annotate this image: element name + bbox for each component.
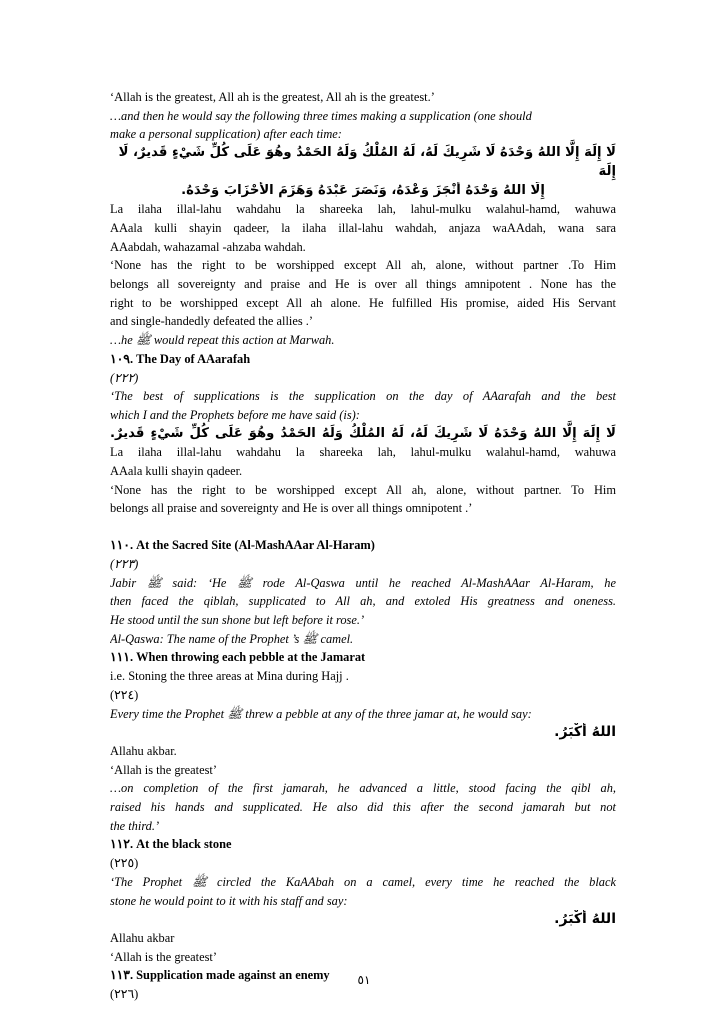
- text-line: ‘Allah is the greatest’: [110, 762, 218, 777]
- arabic-text: اللهُ أَكْبَرُ.: [554, 724, 616, 741]
- spacer: [110, 518, 616, 536]
- section-heading: ١١٢. At the black stone: [110, 837, 232, 852]
- text-line: La ilaha illal-lahu wahdahu la shareeka lah, lahul-mulku walahul-hamd, wahuwa: [110, 445, 616, 460]
- text-line: He stood until the sun shone but left before it rose.’: [110, 612, 365, 627]
- arabic-text: لَا إِلَهَ إِلَّا اللهُ وَحْدَهُ لَا شَرِيكَ لَهُ، لَهُ المُلْكُ وَلَهُ الحَمْدُ وهُوَ عَلَى كُلِّ شَيْءٍ قَديرٌ، لَا إِلَهَ: [118, 145, 616, 179]
- text-line: AAala kulli shayin qadeer, la ilaha illal-lahu wahdah, anjaza waAAdah, wana sara: [110, 220, 616, 235]
- section-heading: ١١٠. At the Sacred Site (Al-MashAAar Al-Haram): [110, 538, 375, 553]
- text-line: ‘Allah is the greatest’: [110, 949, 218, 964]
- text-line: (٢٢٤): [110, 687, 139, 702]
- text-line: Jabir ﷺ said: ‘He ﷺ rode Al-Qaswa until he reached Al-MashAAar Al-Haram, he: [110, 575, 616, 590]
- text-line: belongs all sovereignty and praise and He is over all things amnipotent . None has the: [110, 277, 616, 292]
- text-line: ‘The Prophet ﷺ circled the KaAAbah on a camel, every time he reached the black: [110, 874, 616, 889]
- section-heading: ١١٣. Supplication made against an enemy: [110, 968, 330, 983]
- text-line: …he ﷺ would repeat this action at Marwah.: [110, 333, 335, 348]
- text-line: which I and the Prophets before me have said (is):: [110, 407, 360, 422]
- text-line: …on completion of the first jamarah, he advanced a little, stood facing the qibl ah,: [110, 781, 616, 796]
- text-line: ‘The best of supplications is the supplication on the day of AAarafah and the best: [110, 389, 616, 404]
- text-line: …and then he would say the following three times making a supplication (one should: [110, 108, 532, 123]
- section-heading: ١١١. When throwing each pebble at the Jamarat: [110, 650, 366, 665]
- text-line: AAabdah, wahazamal -ahzaba wahdah.: [110, 239, 306, 254]
- page-body: [110, 88, 616, 1004]
- page-number: ٥١: [357, 973, 371, 987]
- text-line: ‘None has the right to be worshipped except All ah, alone, without partner .To Him: [110, 258, 616, 273]
- text-line: ‘Allah is the greatest, All ah is the greatest, All ah is the greatest.’: [110, 90, 435, 104]
- text-line: make a personal supplication) after each time:: [110, 127, 342, 142]
- text-line: Al-Qaswa: The name of the Prophet ’s ﷺ camel.: [110, 631, 354, 646]
- section-heading: ١٠٩. The Day of AAarafah: [110, 351, 251, 366]
- arabic-text: إِلَّا اللهُ وَحْدَهُ أَنْجَزَ وَعْدَهُ، وَنَصَرَ عَبْدَهُ وَهَزَمَ الأَحْزَابَ وَحْدَهُ.: [181, 182, 545, 198]
- text-line: then faced the qiblah, supplicated to All ah, and extoled His greatness and oneness.: [110, 594, 616, 609]
- text-line: belongs all praise and sovereignty and He is over all things omnipotent .’: [110, 501, 473, 516]
- arabic-text: اللهُ أَكْبَرُ.: [554, 911, 616, 928]
- text-line: the third.’: [110, 818, 160, 833]
- text-line: right to be worshipped except All ah alone. He fulfilled His promise, aided His Servant: [110, 295, 616, 310]
- text-line: i.e. Stoning the three areas at Mina during Hajj .: [110, 669, 349, 684]
- text-line: stone he would point to it with his staff and say:: [110, 893, 348, 908]
- arabic-text: لَا إِلَهَ إِلَّا اللهُ وَحْدَهُ لَا شَرِيكَ لَهُ، لَهُ المُلْكُ وَلَهُ الحَمْدُ وهُوَ عَلَى كُلِّ شَيْءٍ قَديرٌ.: [110, 425, 616, 441]
- text-line: (٢٢٣): [110, 556, 139, 571]
- text-line: (٢٢٢): [110, 370, 139, 385]
- text-line: Allahu akbar.: [110, 743, 177, 758]
- text-line: ‘None has the right to be worshipped except All ah, alone, without partner. To Him: [110, 482, 616, 497]
- text-line: (٢٢٦): [110, 987, 139, 1002]
- text-line: La ilaha illal-lahu wahdahu la shareeka lah, lahul-mulku walahul-hamd, wahuwa: [110, 202, 616, 217]
- text-line: (٢٢٥): [110, 856, 139, 871]
- text-line: Every time the Prophet ﷺ threw a pebble at any of the three jamar at, he would say:: [110, 706, 532, 721]
- text-line: AAala kulli shayin qadeer.: [110, 464, 243, 479]
- text-line: raised his hands and supplicated. He also did this after the second jamarah but not: [110, 800, 616, 815]
- text-line: and single-handedly defeated the allies .’: [110, 314, 313, 329]
- text-line: Allahu akbar: [110, 930, 175, 945]
